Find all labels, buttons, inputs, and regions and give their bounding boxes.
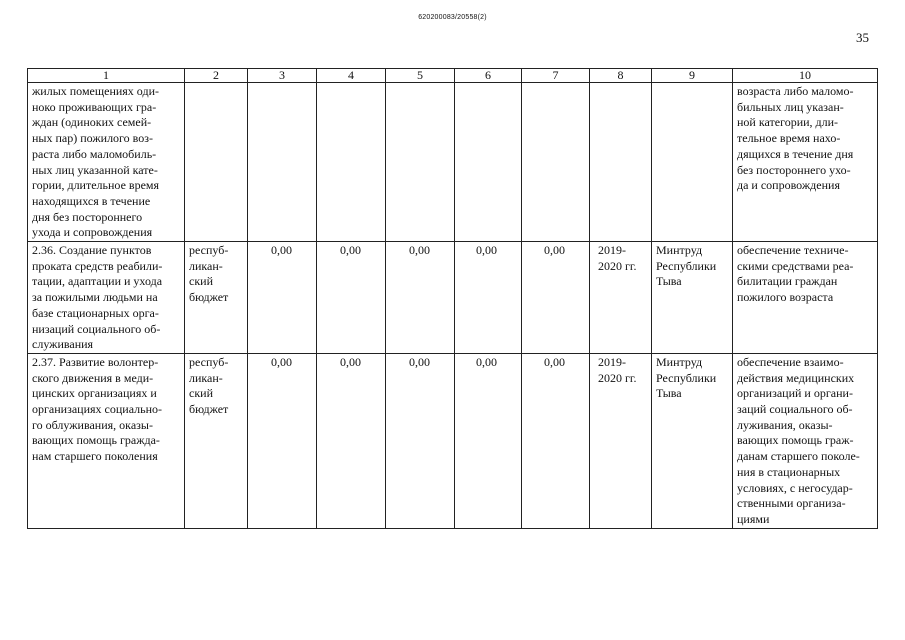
amount-cell: 0,00 (522, 353, 590, 528)
column-header: 9 (652, 69, 733, 83)
column-header: 6 (455, 69, 522, 83)
term-cell: 2019- 2020 гг. (590, 242, 652, 354)
amount-cell (248, 83, 317, 242)
amount-cell: 0,00 (248, 242, 317, 354)
amount-cell (386, 83, 455, 242)
term-cell (590, 83, 652, 242)
column-header: 8 (590, 69, 652, 83)
column-header: 3 (248, 69, 317, 83)
measure-description: 2.36. Создание пунктов проката средств реабили- тации, адаптации и ухода за пожилыми людьми на базе стационарных орга- низаций социального об- служивания (28, 242, 185, 354)
funding-source: респуб- ликан- ский бюджет (185, 353, 248, 528)
amount-cell (317, 83, 386, 242)
amount-cell: 0,00 (522, 242, 590, 354)
expected-result: обеспечение взаимо- действия медицинских организаций и органи- заций социального об- луживания, оказы- вающих помощь граж- данам старшего поколе- ния в стационарных условиях, с негосудар- ственными организа- циями (733, 353, 878, 528)
amount-cell: 0,00 (317, 242, 386, 354)
measure-description: 2.37. Развитие волонтер- ского движения в меди- цинских организациях и организациях социально- го облуживания, оказы- вающих помощь гражда- нам старшего поколения (28, 353, 185, 528)
amount-cell: 0,00 (386, 353, 455, 528)
column-header: 10 (733, 69, 878, 83)
amount-cell: 0,00 (317, 353, 386, 528)
column-header: 2 (185, 69, 248, 83)
executor-cell: Минтруд Республики Тыва (652, 242, 733, 354)
amount-cell: 0,00 (248, 353, 317, 528)
funding-source: респуб- ликан- ский бюджет (185, 242, 248, 354)
executor-cell: Минтруд Республики Тыва (652, 353, 733, 528)
term-cell: 2019- 2020 гг. (590, 353, 652, 528)
amount-cell: 0,00 (455, 242, 522, 354)
program-table (27, 68, 878, 529)
table-row (28, 83, 878, 242)
column-header: 4 (317, 69, 386, 83)
measure-description: жилых помещениях оди- ноко проживающих гра- ждан (одиноких семей- ных пар) пожилого воз- раста либо маломобиль- ных лиц указанной кате- гории, длительное время находящихся в течение дня без постороннего ухода и сопровождения (28, 83, 185, 242)
column-header: 5 (386, 69, 455, 83)
expected-result: возраста либо маломо- бильных лиц указан- ной категории, дли- тельное время нахо- дящихся в течение дня без постороннего ухо- да и сопровождения (733, 83, 878, 242)
column-header: 1 (28, 69, 185, 83)
table-row (28, 353, 878, 528)
page-number: 35 (856, 30, 869, 45)
table-row (28, 242, 878, 354)
funding-source (185, 83, 248, 242)
column-header: 7 (522, 69, 590, 83)
expected-result: обеспечение техниче- скими средствами реа- билитации граждан пожилого возраста (733, 242, 878, 354)
amount-cell: 0,00 (386, 242, 455, 354)
amount-cell (455, 83, 522, 242)
executor-cell (652, 83, 733, 242)
document-id: 620200083/20558(2) (418, 14, 487, 21)
table-header-row (28, 69, 878, 83)
amount-cell: 0,00 (455, 353, 522, 528)
amount-cell (522, 83, 590, 242)
